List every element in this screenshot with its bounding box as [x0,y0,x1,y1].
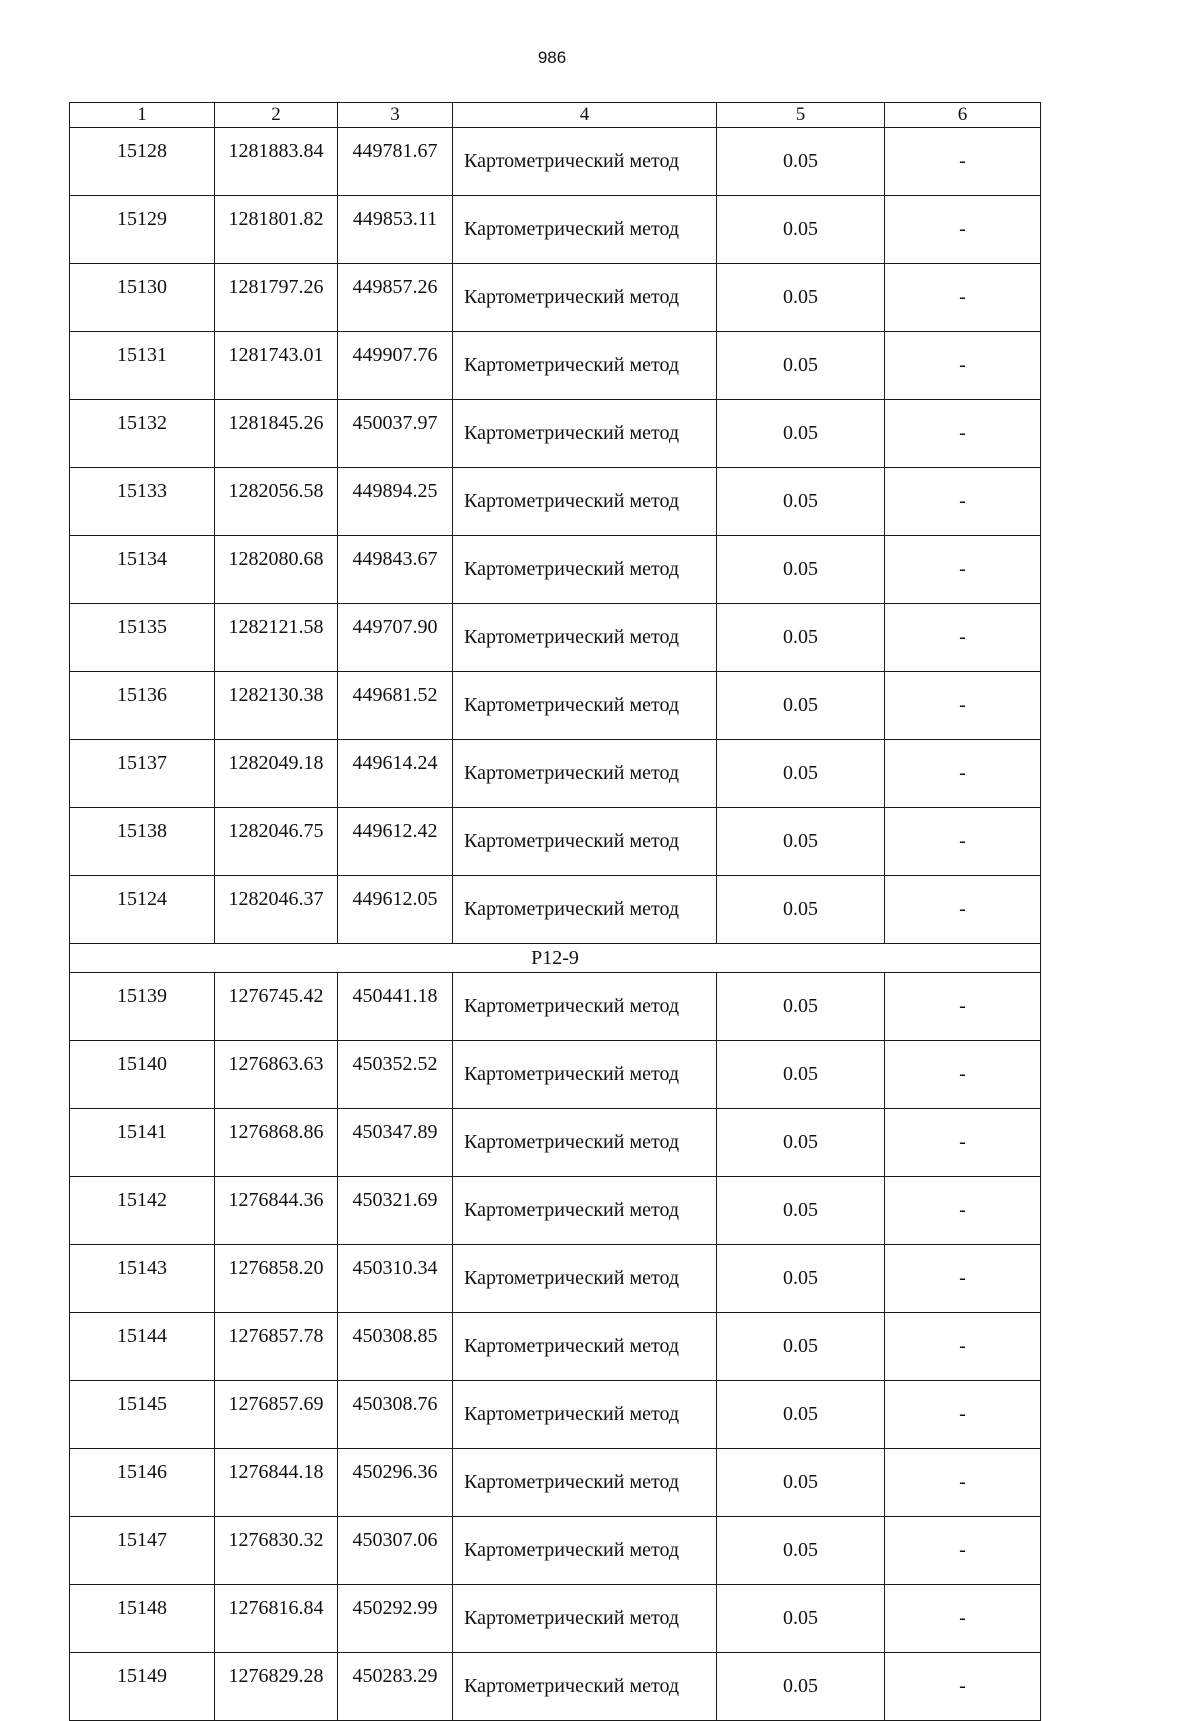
method-cell: Картометрический метод [453,1313,717,1381]
table-row [70,1109,1041,1177]
y-coordinate-cell: 450296.36 [338,1449,453,1517]
table-row [70,128,1041,196]
header-cell-1: 1 [70,103,215,128]
accuracy-cell: 0.05 [717,332,885,400]
accuracy-cell: 0.05 [717,1313,885,1381]
x-coordinate-cell: 1281801.82 [215,196,338,264]
table-row [70,196,1041,264]
accuracy-cell: 0.05 [717,1449,885,1517]
table-row [70,1653,1041,1721]
x-coordinate-cell: 1276858.20 [215,1245,338,1313]
method-cell: Картометрический метод [453,1585,717,1653]
x-coordinate-cell: 1281743.01 [215,332,338,400]
accuracy-cell: 0.05 [717,808,885,876]
y-coordinate-cell: 450308.85 [338,1313,453,1381]
method-cell: Картометрический метод [453,1041,717,1109]
method-cell: Картометрический метод [453,672,717,740]
y-coordinate-cell: 450037.97 [338,400,453,468]
point-number-cell: 15134 [70,536,215,604]
method-cell: Картометрический метод [453,1381,717,1449]
method-cell: Картометрический метод [453,1653,717,1721]
y-coordinate-cell: 450307.06 [338,1517,453,1585]
x-coordinate-cell: 1282080.68 [215,536,338,604]
accuracy-cell: 0.05 [717,1653,885,1721]
table-row [70,740,1041,808]
method-cell: Картометрический метод [453,128,717,196]
x-coordinate-cell: 1282130.38 [215,672,338,740]
note-cell: - [885,672,1041,740]
y-coordinate-cell: 450310.34 [338,1245,453,1313]
section-row [70,944,1041,973]
y-coordinate-cell: 450292.99 [338,1585,453,1653]
table-row [70,1517,1041,1585]
note-cell: - [885,1381,1041,1449]
note-cell: - [885,400,1041,468]
note-cell: - [885,196,1041,264]
y-coordinate-cell: 449907.76 [338,332,453,400]
x-coordinate-cell: 1276844.36 [215,1177,338,1245]
note-cell: - [885,536,1041,604]
method-cell: Картометрический метод [453,1517,717,1585]
table-row [70,604,1041,672]
table-row [70,1381,1041,1449]
x-coordinate-cell: 1282049.18 [215,740,338,808]
method-cell: Картометрический метод [453,1449,717,1517]
method-cell: Картометрический метод [453,740,717,808]
note-cell: - [885,808,1041,876]
point-number-cell: 15138 [70,808,215,876]
y-coordinate-cell: 450308.76 [338,1381,453,1449]
x-coordinate-cell: 1276844.18 [215,1449,338,1517]
table-row [70,1449,1041,1517]
y-coordinate-cell: 450441.18 [338,973,453,1041]
note-cell: - [885,1177,1041,1245]
y-coordinate-cell: 449614.24 [338,740,453,808]
method-cell: Картометрический метод [453,1245,717,1313]
accuracy-cell: 0.05 [717,604,885,672]
point-number-cell: 15147 [70,1517,215,1585]
section-title: Р12-9 [70,944,1041,973]
note-cell: - [885,1245,1041,1313]
y-coordinate-cell: 449857.26 [338,264,453,332]
y-coordinate-cell: 449781.67 [338,128,453,196]
point-number-cell: 15124 [70,876,215,944]
method-cell: Картометрический метод [453,536,717,604]
x-coordinate-cell: 1281883.84 [215,128,338,196]
x-coordinate-cell: 1282056.58 [215,468,338,536]
note-cell: - [885,468,1041,536]
point-number-cell: 15142 [70,1177,215,1245]
point-number-cell: 15133 [70,468,215,536]
point-number-cell: 15128 [70,128,215,196]
table-body [70,103,1041,1721]
y-coordinate-cell: 449843.67 [338,536,453,604]
table-row [70,400,1041,468]
accuracy-cell: 0.05 [717,128,885,196]
note-cell: - [885,1041,1041,1109]
note-cell: - [885,604,1041,672]
x-coordinate-cell: 1276863.63 [215,1041,338,1109]
point-number-cell: 15137 [70,740,215,808]
point-number-cell: 15141 [70,1109,215,1177]
note-cell: - [885,740,1041,808]
accuracy-cell: 0.05 [717,1381,885,1449]
accuracy-cell: 0.05 [717,1109,885,1177]
note-cell: - [885,1109,1041,1177]
note-cell: - [885,876,1041,944]
method-cell: Картометрический метод [453,876,717,944]
y-coordinate-cell: 450283.29 [338,1653,453,1721]
header-cell-3: 3 [338,103,453,128]
method-cell: Картометрический метод [453,468,717,536]
y-coordinate-cell: 449681.52 [338,672,453,740]
point-number-cell: 15135 [70,604,215,672]
note-cell: - [885,973,1041,1041]
x-coordinate-cell: 1276857.69 [215,1381,338,1449]
table-row [70,468,1041,536]
note-cell: - [885,1313,1041,1381]
x-coordinate-cell: 1276830.32 [215,1517,338,1585]
method-cell: Картометрический метод [453,973,717,1041]
x-coordinate-cell: 1281797.26 [215,264,338,332]
y-coordinate-cell: 449894.25 [338,468,453,536]
table-row [70,808,1041,876]
x-coordinate-cell: 1276816.84 [215,1585,338,1653]
method-cell: Картометрический метод [453,400,717,468]
table-row [70,332,1041,400]
point-number-cell: 15129 [70,196,215,264]
accuracy-cell: 0.05 [717,196,885,264]
table-row [70,1177,1041,1245]
x-coordinate-cell: 1276745.42 [215,973,338,1041]
table-row [70,1245,1041,1313]
x-coordinate-cell: 1276857.78 [215,1313,338,1381]
method-cell: Картометрический метод [453,808,717,876]
accuracy-cell: 0.05 [717,1177,885,1245]
method-cell: Картометрический метод [453,264,717,332]
point-number-cell: 15136 [70,672,215,740]
table-row [70,536,1041,604]
table-row [70,1041,1041,1109]
point-number-cell: 15146 [70,1449,215,1517]
x-coordinate-cell: 1282121.58 [215,604,338,672]
y-coordinate-cell: 450347.89 [338,1109,453,1177]
method-cell: Картометрический метод [453,1109,717,1177]
point-number-cell: 15131 [70,332,215,400]
point-number-cell: 15140 [70,1041,215,1109]
accuracy-cell: 0.05 [717,1517,885,1585]
method-cell: Картометрический метод [453,196,717,264]
y-coordinate-cell: 449707.90 [338,604,453,672]
header-cell-4: 4 [453,103,717,128]
header-cell-2: 2 [215,103,338,128]
note-cell: - [885,1517,1041,1585]
accuracy-cell: 0.05 [717,1245,885,1313]
accuracy-cell: 0.05 [717,468,885,536]
accuracy-cell: 0.05 [717,1585,885,1653]
note-cell: - [885,1653,1041,1721]
y-coordinate-cell: 450321.69 [338,1177,453,1245]
method-cell: Картометрический метод [453,1177,717,1245]
column-number-header [70,103,1041,128]
x-coordinate-cell: 1281845.26 [215,400,338,468]
method-cell: Картометрический метод [453,332,717,400]
table-row [70,672,1041,740]
point-number-cell: 15139 [70,973,215,1041]
table-row [70,1313,1041,1381]
point-number-cell: 15144 [70,1313,215,1381]
accuracy-cell: 0.05 [717,1041,885,1109]
coordinates-table [69,102,1041,1721]
note-cell: - [885,1585,1041,1653]
note-cell: - [885,332,1041,400]
x-coordinate-cell: 1282046.37 [215,876,338,944]
accuracy-cell: 0.05 [717,536,885,604]
table-row [70,876,1041,944]
accuracy-cell: 0.05 [717,400,885,468]
point-number-cell: 15130 [70,264,215,332]
header-cell-5: 5 [717,103,885,128]
x-coordinate-cell: 1282046.75 [215,808,338,876]
accuracy-cell: 0.05 [717,264,885,332]
point-number-cell: 15132 [70,400,215,468]
x-coordinate-cell: 1276829.28 [215,1653,338,1721]
point-number-cell: 15148 [70,1585,215,1653]
header-cell-6: 6 [885,103,1041,128]
table-row [70,264,1041,332]
method-cell: Картометрический метод [453,604,717,672]
note-cell: - [885,1449,1041,1517]
point-number-cell: 15145 [70,1381,215,1449]
accuracy-cell: 0.05 [717,973,885,1041]
x-coordinate-cell: 1276868.86 [215,1109,338,1177]
page-number: 986 [537,48,567,67]
y-coordinate-cell: 449612.05 [338,876,453,944]
table-row [70,1585,1041,1653]
y-coordinate-cell: 449853.11 [338,196,453,264]
table-row [70,973,1041,1041]
point-number-cell: 15149 [70,1653,215,1721]
y-coordinate-cell: 450352.52 [338,1041,453,1109]
note-cell: - [885,128,1041,196]
accuracy-cell: 0.05 [717,672,885,740]
point-number-cell: 15143 [70,1245,215,1313]
accuracy-cell: 0.05 [717,876,885,944]
y-coordinate-cell: 449612.42 [338,808,453,876]
accuracy-cell: 0.05 [717,740,885,808]
note-cell: - [885,264,1041,332]
